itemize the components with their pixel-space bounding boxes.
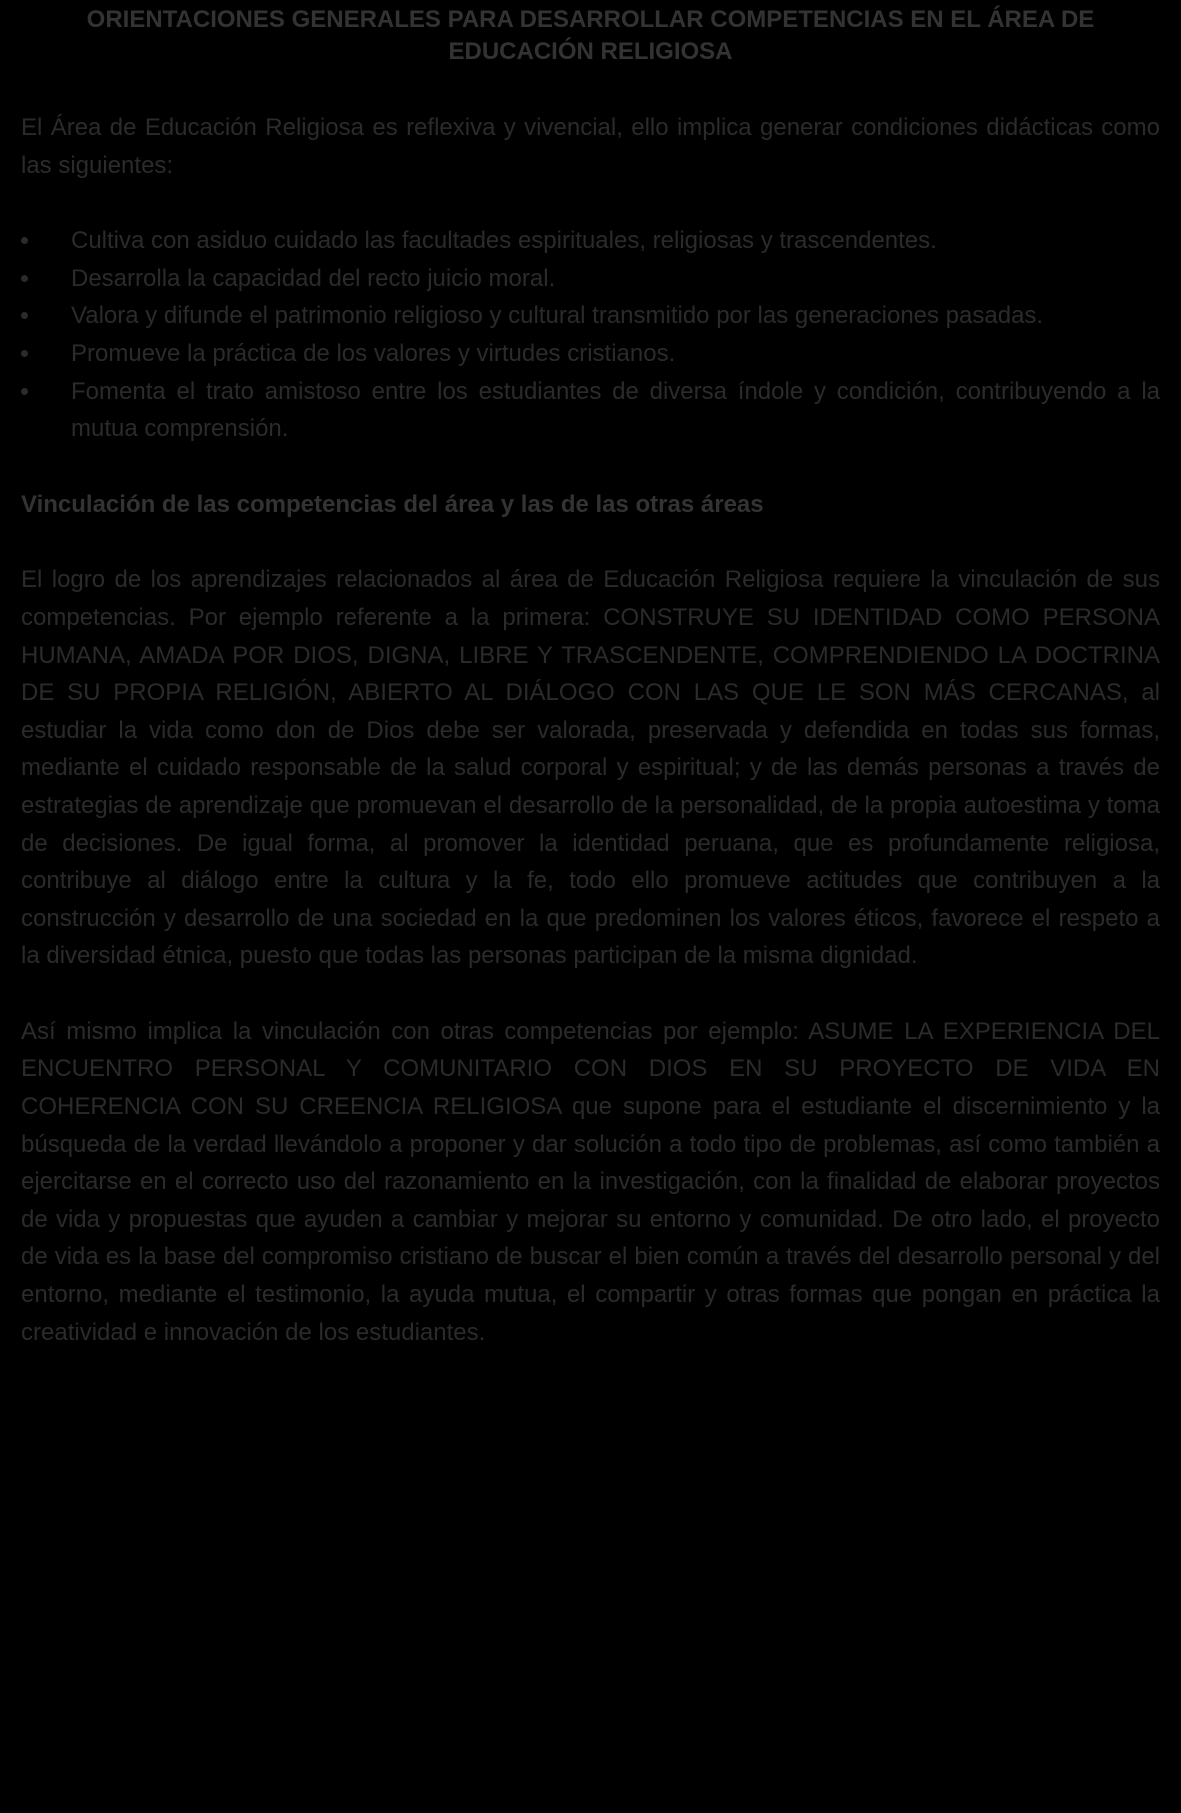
- bullet-icon: [21, 275, 28, 282]
- intro-paragraph: El Área de Educación Religiosa es reflexiva y vivencial, ello implica generar condiciones didácticas como las siguientes:: [21, 114, 1160, 179]
- body-paragraph-2: Así mismo implica la vinculación con otras competencias por ejemplo: ASUME LA EXPERIENCIA DEL ENCUENTRO PERSONAL Y COMUNITARIO CON DIOS EN SU PROYECTO DE VIDA EN COHERENCIA CON SU CREENCIA RELIGIOSA que supone para el estudiante el discernimiento y la búsqueda de la verdad llevándolo a proponer y dar solución a todo tipo de problemas, así como también a ejercitarse en el correcto uso del razonamiento en la investigación, con la finalidad de elaborar proyectos de vida y propuestas que ayuden a cambiar y mejorar su entorno y comunidad. De otro lado, el proyecto de vida es la base del compromiso cristiano de buscar el bien común a través del desarrollo personal y del entorno, mediante el testimonio, la ayuda mutua, el compartir y otras formas que pongan en práctica la creatividad e innovación de los estudiantes.: [21, 1017, 1160, 1346]
- body-paragraph-1: El logro de los aprendizajes relacionados al área de Educación Religiosa requiere la vinculación de sus competencias. Por ejemplo referente a la primera: CONSTRUYE SU IDENTIDAD COMO PERSONA HUMANA, AMADA POR DIOS, DIGNA, LIBRE Y TRASCENDENTE, COMPRENDIENDO LA DOCTRINA DE SU PROPIA RELIGIÓN, ABIERTO AL DIÁLOGO CON LAS QUE LE SON MÁS CERCANAS, al estudiar la vida como don de Dios debe ser valorada, preservada y defendida en todas sus formas, mediante el cuidado responsable de la salud corporal y espiritual; y de las demás personas a través de estrategias de aprendizaje que promuevan el desarrollo de la personalidad, de la propia autoestima y toma de decisiones. De igual forma, al promover la identidad peruana, que es profundamente religiosa, contribuye al diálogo entre la cultura y la fe, todo ello promueve actitudes que contribuyen a la construcción y desarrollo de una sociedad en la que predominen los valores éticos, favorece el respeto a la diversidad étnica, puesto que todas las personas participan de la misma dignidad.: [21, 566, 1160, 970]
- list-item-text: Cultiva con asiduo cuidado las facultades espirituales, religiosas y trascendentes.: [71, 227, 937, 255]
- conditions-list: [21, 222, 1160, 448]
- bullet-icon: [21, 237, 28, 244]
- list-item-text: Fomenta el trato amistoso entre los estudiantes de diversa índole y condición, contribuyendo a la mutua comprensión.: [71, 377, 1160, 443]
- bullet-icon: [21, 388, 28, 395]
- list-item-text: Desarrolla la capacidad del recto juicio moral.: [71, 264, 556, 292]
- list-item-text: Promueve la práctica de los valores y virtudes cristianos.: [71, 339, 676, 367]
- section-heading: Vinculación de las competencias del área y las de las otras áreas: [21, 490, 764, 518]
- document-title: ORIENTACIONES GENERALES PARA DESARROLLAR COMPETENCIAS EN EL ÁREA DE EDUCACIÓN RELIGIOSA: [86, 6, 1095, 65]
- list-item: [21, 222, 1160, 260]
- list-item: [21, 297, 1160, 335]
- bullet-icon: [21, 350, 28, 357]
- list-item-text: Valora y difunde el patrimonio religioso y cultural transmitido por las generaciones pasadas.: [71, 302, 1044, 330]
- list-item: [21, 260, 1160, 298]
- list-item: [21, 335, 1160, 373]
- bullet-icon: [21, 312, 28, 319]
- list-item: [21, 373, 1160, 448]
